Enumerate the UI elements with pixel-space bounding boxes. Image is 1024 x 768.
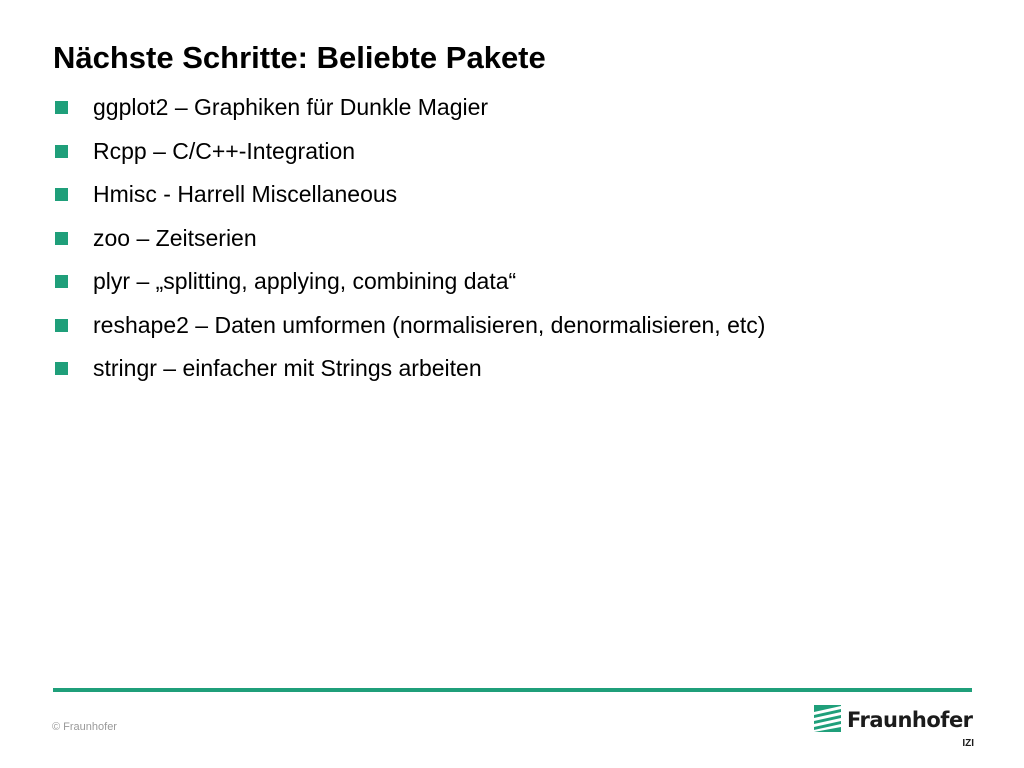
bullet-item bbox=[55, 173, 765, 217]
footer-divider bbox=[53, 688, 972, 692]
bullet-item bbox=[55, 347, 765, 391]
bullet-text: reshape2 – Daten umformen (normalisieren, denormalisieren, etc) bbox=[93, 311, 766, 338]
bullet-text: ggplot2 – Graphiken für Dunkle Magier bbox=[93, 94, 489, 121]
fraunhofer-wordmark: Fraunhofer bbox=[847, 708, 973, 732]
bullet-item bbox=[55, 86, 765, 130]
square-bullet-icon bbox=[55, 319, 68, 332]
copyright-notice: © Fraunhofer bbox=[52, 721, 117, 733]
bullet-text: plyr – „splitting, applying, combining data“ bbox=[93, 268, 517, 295]
square-bullet-icon bbox=[55, 188, 68, 201]
bullet-list bbox=[55, 86, 765, 391]
bullet-item bbox=[55, 260, 765, 304]
bullet-text: Hmisc - Harrell Miscellaneous bbox=[93, 181, 398, 208]
square-bullet-icon bbox=[55, 101, 68, 114]
bullet-text: zoo – Zeitserien bbox=[93, 224, 257, 251]
fraunhofer-logo bbox=[814, 705, 974, 751]
square-bullet-icon bbox=[55, 275, 68, 288]
institute-code: IZI bbox=[962, 738, 974, 749]
bullet-item bbox=[55, 304, 765, 348]
fraunhofer-logo-icon bbox=[814, 705, 841, 732]
bullet-item bbox=[55, 217, 765, 261]
bullet-text: Rcpp – C/C++-Integration bbox=[93, 137, 356, 164]
square-bullet-icon bbox=[55, 232, 68, 245]
square-bullet-icon bbox=[55, 362, 68, 375]
bullet-item bbox=[55, 130, 765, 174]
slide-title: Nächste Schritte: Beliebte Pakete bbox=[53, 40, 546, 75]
square-bullet-icon bbox=[55, 145, 68, 158]
bullet-text: stringr – einfacher mit Strings arbeiten bbox=[93, 355, 482, 382]
